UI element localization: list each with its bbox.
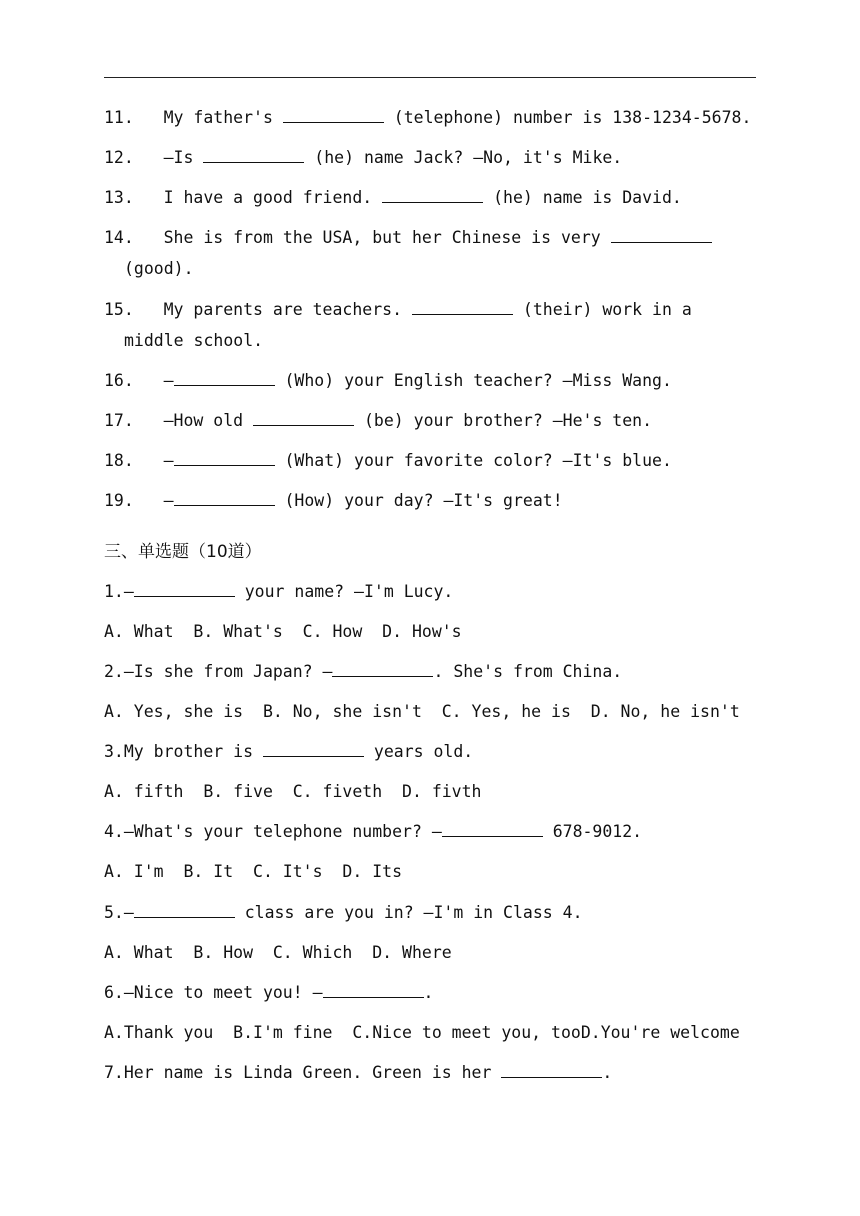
mc-question-5: 5.— class are you in? —I'm in Class 4. [104,903,583,922]
mc-question-3: 3.My brother is years old. [104,742,474,761]
question-12: 12. —Is (he) name Jack? —No, it's Mike. [104,148,623,167]
section-heading: 三、单选题（10道） [104,542,262,562]
mc-question-4: 4.—What's your telephone number? — 678-9012. [104,822,643,841]
mc-options-3: A. fifth B. five C. fiveth D. fivth [104,782,482,801]
header-rule [104,77,756,78]
question-18: 18. — (What) your favorite color? —It's blue. [104,451,672,470]
answer-blank[interactable] [332,662,433,677]
mc-options-4: A. I'm B. It C. It's D. Its [104,862,403,881]
mc-question-6: 6.—Nice to meet you! — . [104,983,434,1002]
mc-question-1: 1.— your name? —I'm Lucy. [104,582,454,601]
answer-blank[interactable] [174,491,275,506]
answer-blank[interactable] [611,228,712,243]
mc-question-7: 7.Her name is Linda Green. Green is her . [104,1063,613,1082]
answer-blank[interactable] [134,903,235,918]
answer-blank[interactable] [263,742,364,757]
answer-blank[interactable] [253,411,354,426]
answer-blank[interactable] [134,582,235,597]
mc-options-1: A. What B. What's C. How D. How's [104,622,462,641]
answer-blank[interactable] [412,300,513,315]
answer-blank[interactable] [442,822,543,837]
mc-options-5: A. What B. How C. Which D. Where [104,943,452,962]
mc-options-2: A. Yes, she is B. No, she isn't C. Yes, he is D. No, he isn't [104,702,740,721]
answer-blank[interactable] [283,108,384,123]
question-15-continued: middle school. [124,331,264,350]
question-16: 16. — (Who) your English teacher? —Miss Wang. [104,371,672,390]
answer-blank[interactable] [174,371,275,386]
question-19: 19. — (How) your day? —It's great! [104,491,563,510]
mc-question-2: 2.—Is she from Japan? — . She's from China. [104,662,623,681]
question-15: 15. My parents are teachers. (their) work in a [104,300,692,319]
answer-blank[interactable] [382,188,483,203]
answer-blank[interactable] [203,148,304,163]
question-11: 11. My father's (telephone) number is 138-1234-5678. [104,108,752,127]
answer-blank[interactable] [501,1063,602,1078]
question-17: 17. —How old (be) your brother? —He's ten. [104,411,653,430]
question-14-continued: (good). [124,259,194,278]
question-13: 13. I have a good friend. (he) name is David. [104,188,682,207]
question-14: 14. She is from the USA, but her Chinese is very [104,228,712,248]
mc-options-6: A.Thank you B.I'm fine C.Nice to meet you, tooD.You're welcome [104,1023,740,1042]
answer-blank[interactable] [174,451,275,466]
answer-blank[interactable] [323,983,424,998]
